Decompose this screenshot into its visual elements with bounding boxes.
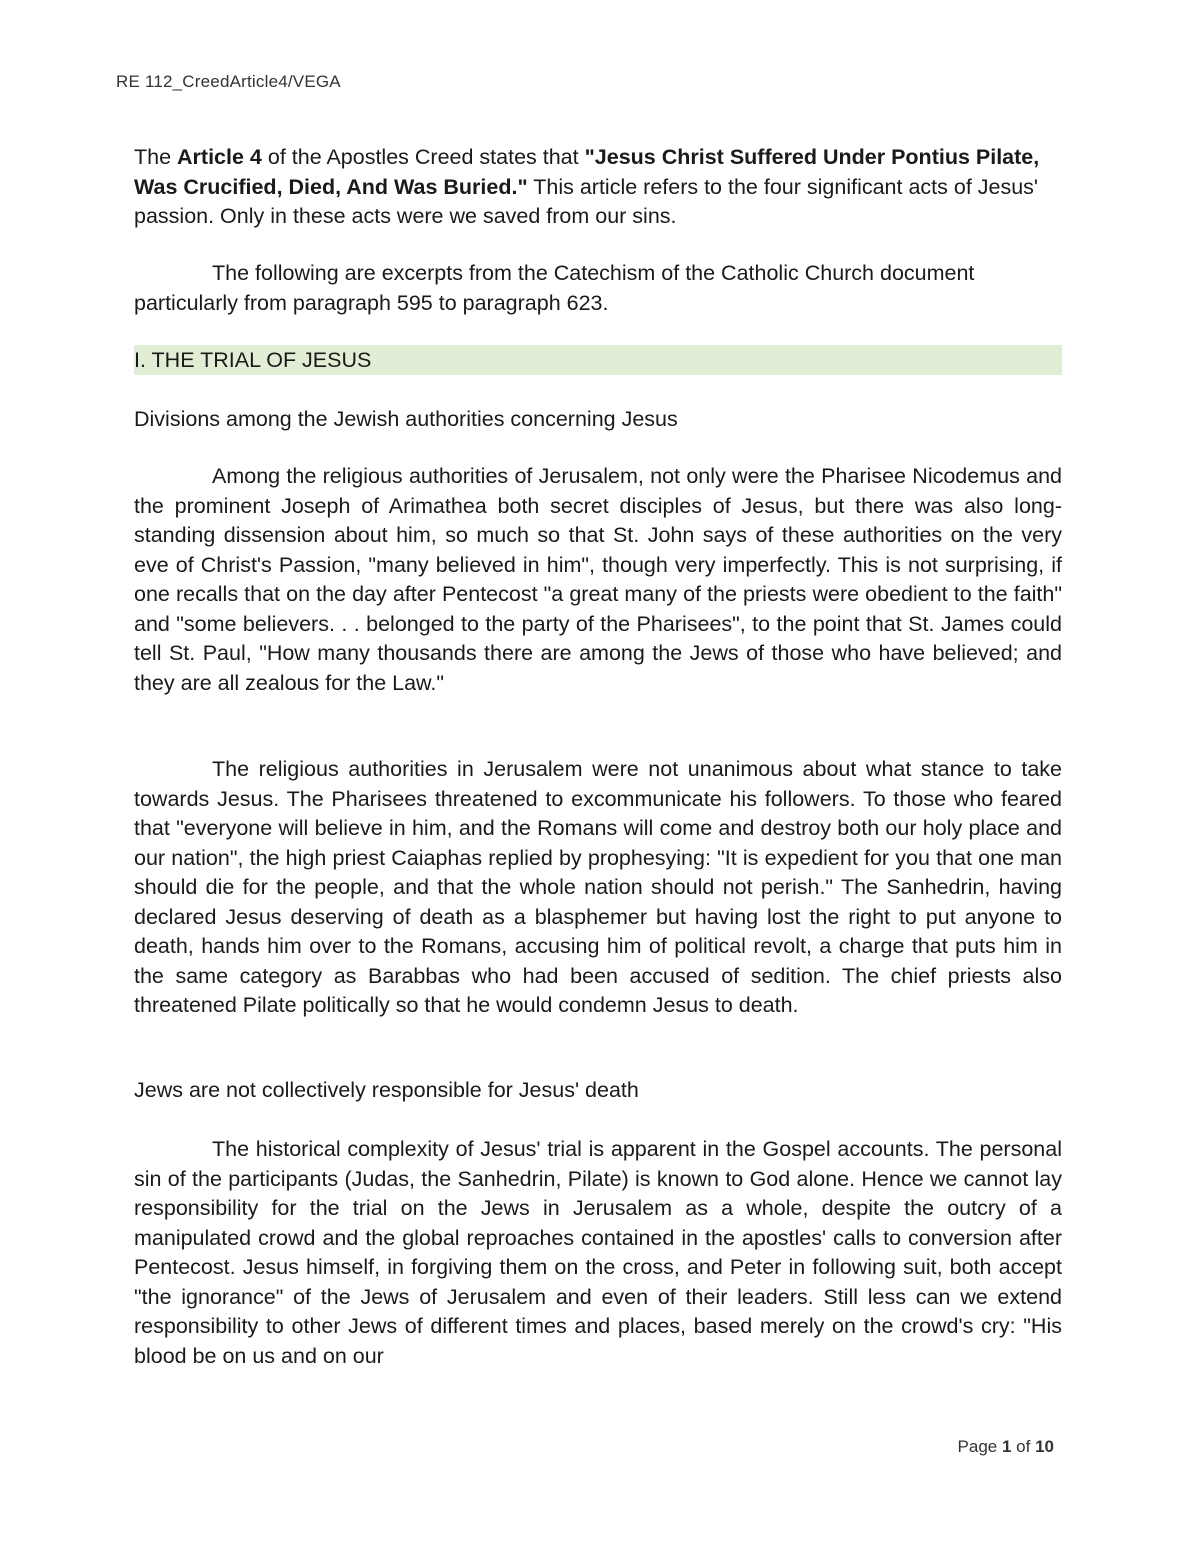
intro-text-1: The <box>134 145 178 169</box>
page-header: RE 112_CreedArticle4/VEGA <box>116 72 341 91</box>
footer-page-label: Page <box>957 1437 1002 1456</box>
intro-text-2: of the Apostles Creed states that <box>261 145 585 169</box>
footer-page-current: 1 <box>1001 1437 1012 1456</box>
section-heading: I. THE TRIAL OF JESUS <box>134 348 372 372</box>
excerpt-note-paragraph: The following are excerpts from the Catechism of the Catholic Church document particularly from paragraph 595 to paragraph 623. <box>134 261 975 315</box>
subheading-not-collectively-responsible: Jews are not collectively responsible for Jesus' death <box>134 1078 639 1102</box>
subheading-divisions: Divisions among the Jewish authorities concerning Jesus <box>134 407 678 431</box>
intro-paragraph <box>134 143 1062 232</box>
page-footer <box>958 1437 1054 1457</box>
intro-bold-quote: "Jesus Christ Suffered Under Pontius Pilate, Was Crucified, Died, And Was Buried." <box>134 145 1040 199</box>
intro-bold-article: Article 4 <box>177 145 262 169</box>
footer-of-label: of <box>1011 1437 1036 1456</box>
footer-page-total: 10 <box>1035 1437 1054 1456</box>
paragraph-historical-complexity: The historical complexity of Jesus' trial is apparent in the Gospel accounts. The personal sin of the participants (Judas, the Sanhedrin, Pilate) is known to God alone. Hence we cannot lay responsibility for the trial on the Jews in Jerusalem as a whole, despite the outcry of a manipulated crowd and the global reproaches contained in the apostles' calls to conversion after Pentecost. Jesus himself, in forgiving them on the cross, and Peter in following suit, both accept "the ignorance" of the Jews of Jerusalem and even of their leaders. Still less can we extend responsibility to other Jews of different times and places, based merely on the crowd's cry: "His blood be on us and on our <box>134 1137 1062 1368</box>
paragraph-not-unanimous: The religious authorities in Jerusalem were not unanimous about what stance to take towards Jesus. The Pharisees threatened to excommunicate his followers. To those who feared that "everyone will believe in him, and the Romans will come and destroy both our holy place and our nation", the high priest Caiaphas replied by prophesying: "It is expedient for you that one man should die for the people, and that the whole nation should not perish." The Sanhedrin, having declared Jesus deserving of death as a blasphemer but having lost the right to put anyone to death, hands him over to the Romans, accusing him of political revolt, a charge that puts him in the same category as Barabbas who had been accused of sedition. The chief priests also threatened Pilate politically so that he would condemn Jesus to death. <box>134 757 1062 1017</box>
intro-text-3: This article refers to the four significant acts of Jesus' passion. Only in these acts were we saved from our sins. <box>134 174 1039 228</box>
paragraph-religious-authorities: Among the religious authorities of Jerusalem, not only were the Pharisee Nicodemus and the prominent Joseph of Arimathea both secret disciples of Jesus, but there was also long-standing dissension about him, so much so that St. John says of these authorities on the very eve of Christ's Passion, "many believed in him", though very imperfectly. This is not surprising, if one recalls that on the day after Pentecost "a great many of the priests were obedient to the faith" and "some believers. . . belonged to the party of the Pharisees", to the point that St. James could tell St. Paul, "How many thousands there are among the Jews of those who have believed; and they are all zealous for the Law." <box>134 464 1062 695</box>
